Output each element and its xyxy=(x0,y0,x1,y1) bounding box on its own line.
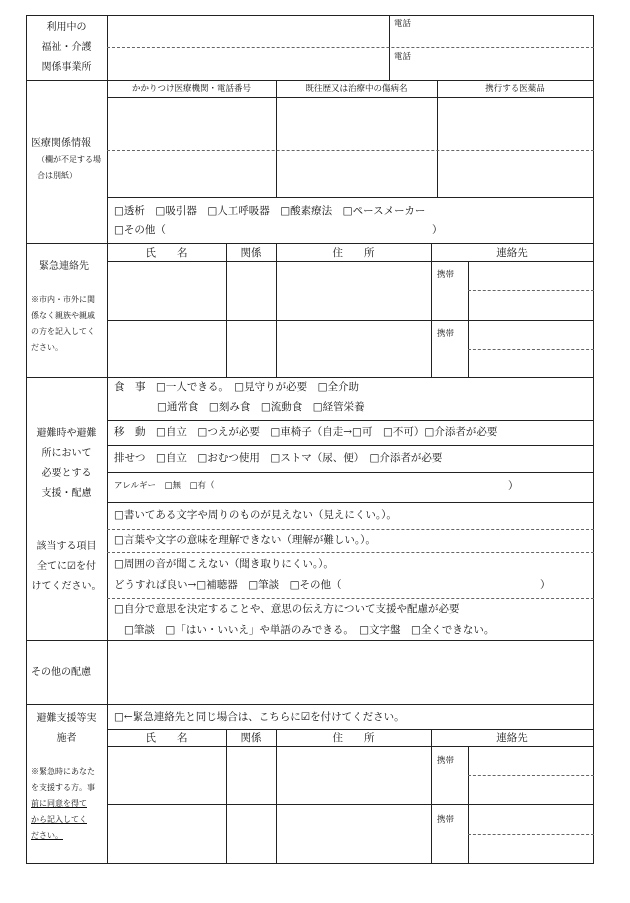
medical-other[interactable]: □その他（ xyxy=(114,224,166,236)
medical-col3: 携行する医薬品 xyxy=(485,84,545,94)
other-care-label: その他の配慮 xyxy=(31,667,91,678)
medical-col-div2 xyxy=(437,80,438,197)
border-right xyxy=(593,15,594,864)
support-dash3 xyxy=(107,598,594,599)
support-move[interactable]: 移 動 □自立 □つえが必要 □車椅子（自走→□可 □不可）□介添者が必要 xyxy=(114,426,498,438)
medical-col2: 既往歴又は治療中の傷病名 xyxy=(305,84,408,94)
medical-bottom-line xyxy=(107,197,594,198)
support-dash1 xyxy=(107,529,594,530)
emergency-dash1 xyxy=(468,290,594,291)
emergency-header-line xyxy=(107,261,594,262)
medical-col1: かかりつけ医療機関・電話番号 xyxy=(131,84,251,94)
emergency-div3 xyxy=(431,243,432,377)
medical-label: 医療関係情報 xyxy=(31,138,91,149)
facility-dash xyxy=(107,47,594,48)
sep-other xyxy=(26,704,594,705)
evac-dash1 xyxy=(468,775,594,776)
emergency-col-name: 氏 名 xyxy=(145,247,188,259)
evac-mobile2: 携帯 xyxy=(437,815,455,825)
evac-dash2 xyxy=(468,834,594,835)
evac-div4 xyxy=(468,746,469,864)
sep-medical xyxy=(26,243,594,244)
support-allergy-close: ） xyxy=(508,480,519,492)
medical-header-line xyxy=(107,97,594,98)
evac-top-line xyxy=(107,729,594,730)
border-bottom xyxy=(26,863,594,864)
emergency-div2 xyxy=(276,243,277,377)
facility-phone2: 電話 xyxy=(394,52,412,62)
emergency-mobile1: 携帯 xyxy=(437,270,455,280)
evac-col-rel: 関係 xyxy=(240,732,262,744)
emergency-col-addr: 住 所 xyxy=(332,247,375,259)
support-hearing[interactable]: □周囲の音が聞こえない（聞き取りにくい。）。 xyxy=(114,558,334,570)
evac-row-line xyxy=(107,804,594,805)
sep-emergency xyxy=(26,377,594,378)
evac-label: 避難支援等実 施者 xyxy=(36,713,97,744)
support-note: 該当する項目 全てに☑を付 けてください。 xyxy=(31,541,102,592)
evac-col-contact: 連絡先 xyxy=(496,732,528,744)
support-line3 xyxy=(107,472,594,473)
support-meal1[interactable]: 食 事 □一人できる。 □見守りが必要 □全介助 xyxy=(114,381,360,393)
evac-same-checkbox[interactable]: □←緊急連絡先と同じ場合は、こちらに☑を付けてください。 xyxy=(114,711,405,723)
emergency-div1 xyxy=(226,243,227,377)
support-label: 避難時や避難 所において 必要とする 支援・配慮 xyxy=(36,428,97,499)
medical-dash xyxy=(107,150,594,151)
evac-note: ※緊急時にあなた を支援する方。事 前に同意を得て から記入してく ださい。 xyxy=(31,767,95,840)
support-language[interactable]: □言葉や文字の意味を理解できない（理解が難しい。）。 xyxy=(114,534,376,546)
support-meal2[interactable]: □通常食 □刻み食 □流動食 □経管栄養 xyxy=(157,401,365,413)
support-line1 xyxy=(107,420,594,421)
evac-col-name: 氏 名 xyxy=(145,732,188,744)
emergency-col-contact: 連絡先 xyxy=(496,247,528,259)
support-excretion[interactable]: 排せつ □自立 □おむつ使用 □ストマ（尿、便） □介添者が必要 xyxy=(114,452,443,464)
facility-phone1: 電話 xyxy=(394,19,412,29)
evac-header-line xyxy=(107,746,594,747)
evac-mobile1: 携帯 xyxy=(437,756,455,766)
sep-facility xyxy=(26,80,594,81)
support-line4 xyxy=(107,502,594,503)
medical-equipment[interactable]: □透析 □吸引器 □人工呼吸器 □酸素療法 □ペースメーカー xyxy=(114,205,426,217)
support-dash2 xyxy=(107,552,594,553)
support-hearing-close: ） xyxy=(540,579,551,591)
support-line2 xyxy=(107,445,594,446)
support-allergy[interactable]: アレルギー □無 □有（ xyxy=(114,481,215,491)
evac-col-addr: 住 所 xyxy=(332,732,375,744)
emergency-mobile2: 携帯 xyxy=(437,329,455,339)
medical-note: （欄が不足する場 合は別紙） xyxy=(37,155,101,180)
emergency-label: 緊急連絡先 xyxy=(39,261,89,272)
emergency-note: ※市内・市外に関 係なく親族や親戚 の方を記入してく ださい。 xyxy=(31,295,95,352)
emergency-dash2 xyxy=(468,349,594,350)
evac-div3 xyxy=(431,729,432,864)
evac-div1 xyxy=(226,729,227,864)
support-hearing-aid[interactable]: どうすれば良い→□補聴器 □筆談 □その他（ xyxy=(114,579,342,591)
facility-label: 利用中の 福祉・介護 関係事業所 xyxy=(41,22,92,73)
medical-other-close: ） xyxy=(432,224,443,236)
medical-col-div1 xyxy=(276,80,277,197)
emergency-col-rel: 関係 xyxy=(240,247,262,259)
support-decision[interactable]: □自分で意思を決定することや、意思の伝え方について支援や配慮が必要 xyxy=(114,603,460,615)
sep-support xyxy=(26,640,594,641)
emergency-div4 xyxy=(468,261,469,377)
emergency-row-line xyxy=(107,320,594,321)
support-decision-opts[interactable]: □筆談 □「はい・いいえ」や単語のみできる。 □文字盤 □全くできない。 xyxy=(124,624,495,636)
evac-div2 xyxy=(276,729,277,864)
border-top xyxy=(26,15,594,16)
support-vision[interactable]: □書いてある文字や周りのものが見えない（見えにくい。）。 xyxy=(114,509,397,521)
